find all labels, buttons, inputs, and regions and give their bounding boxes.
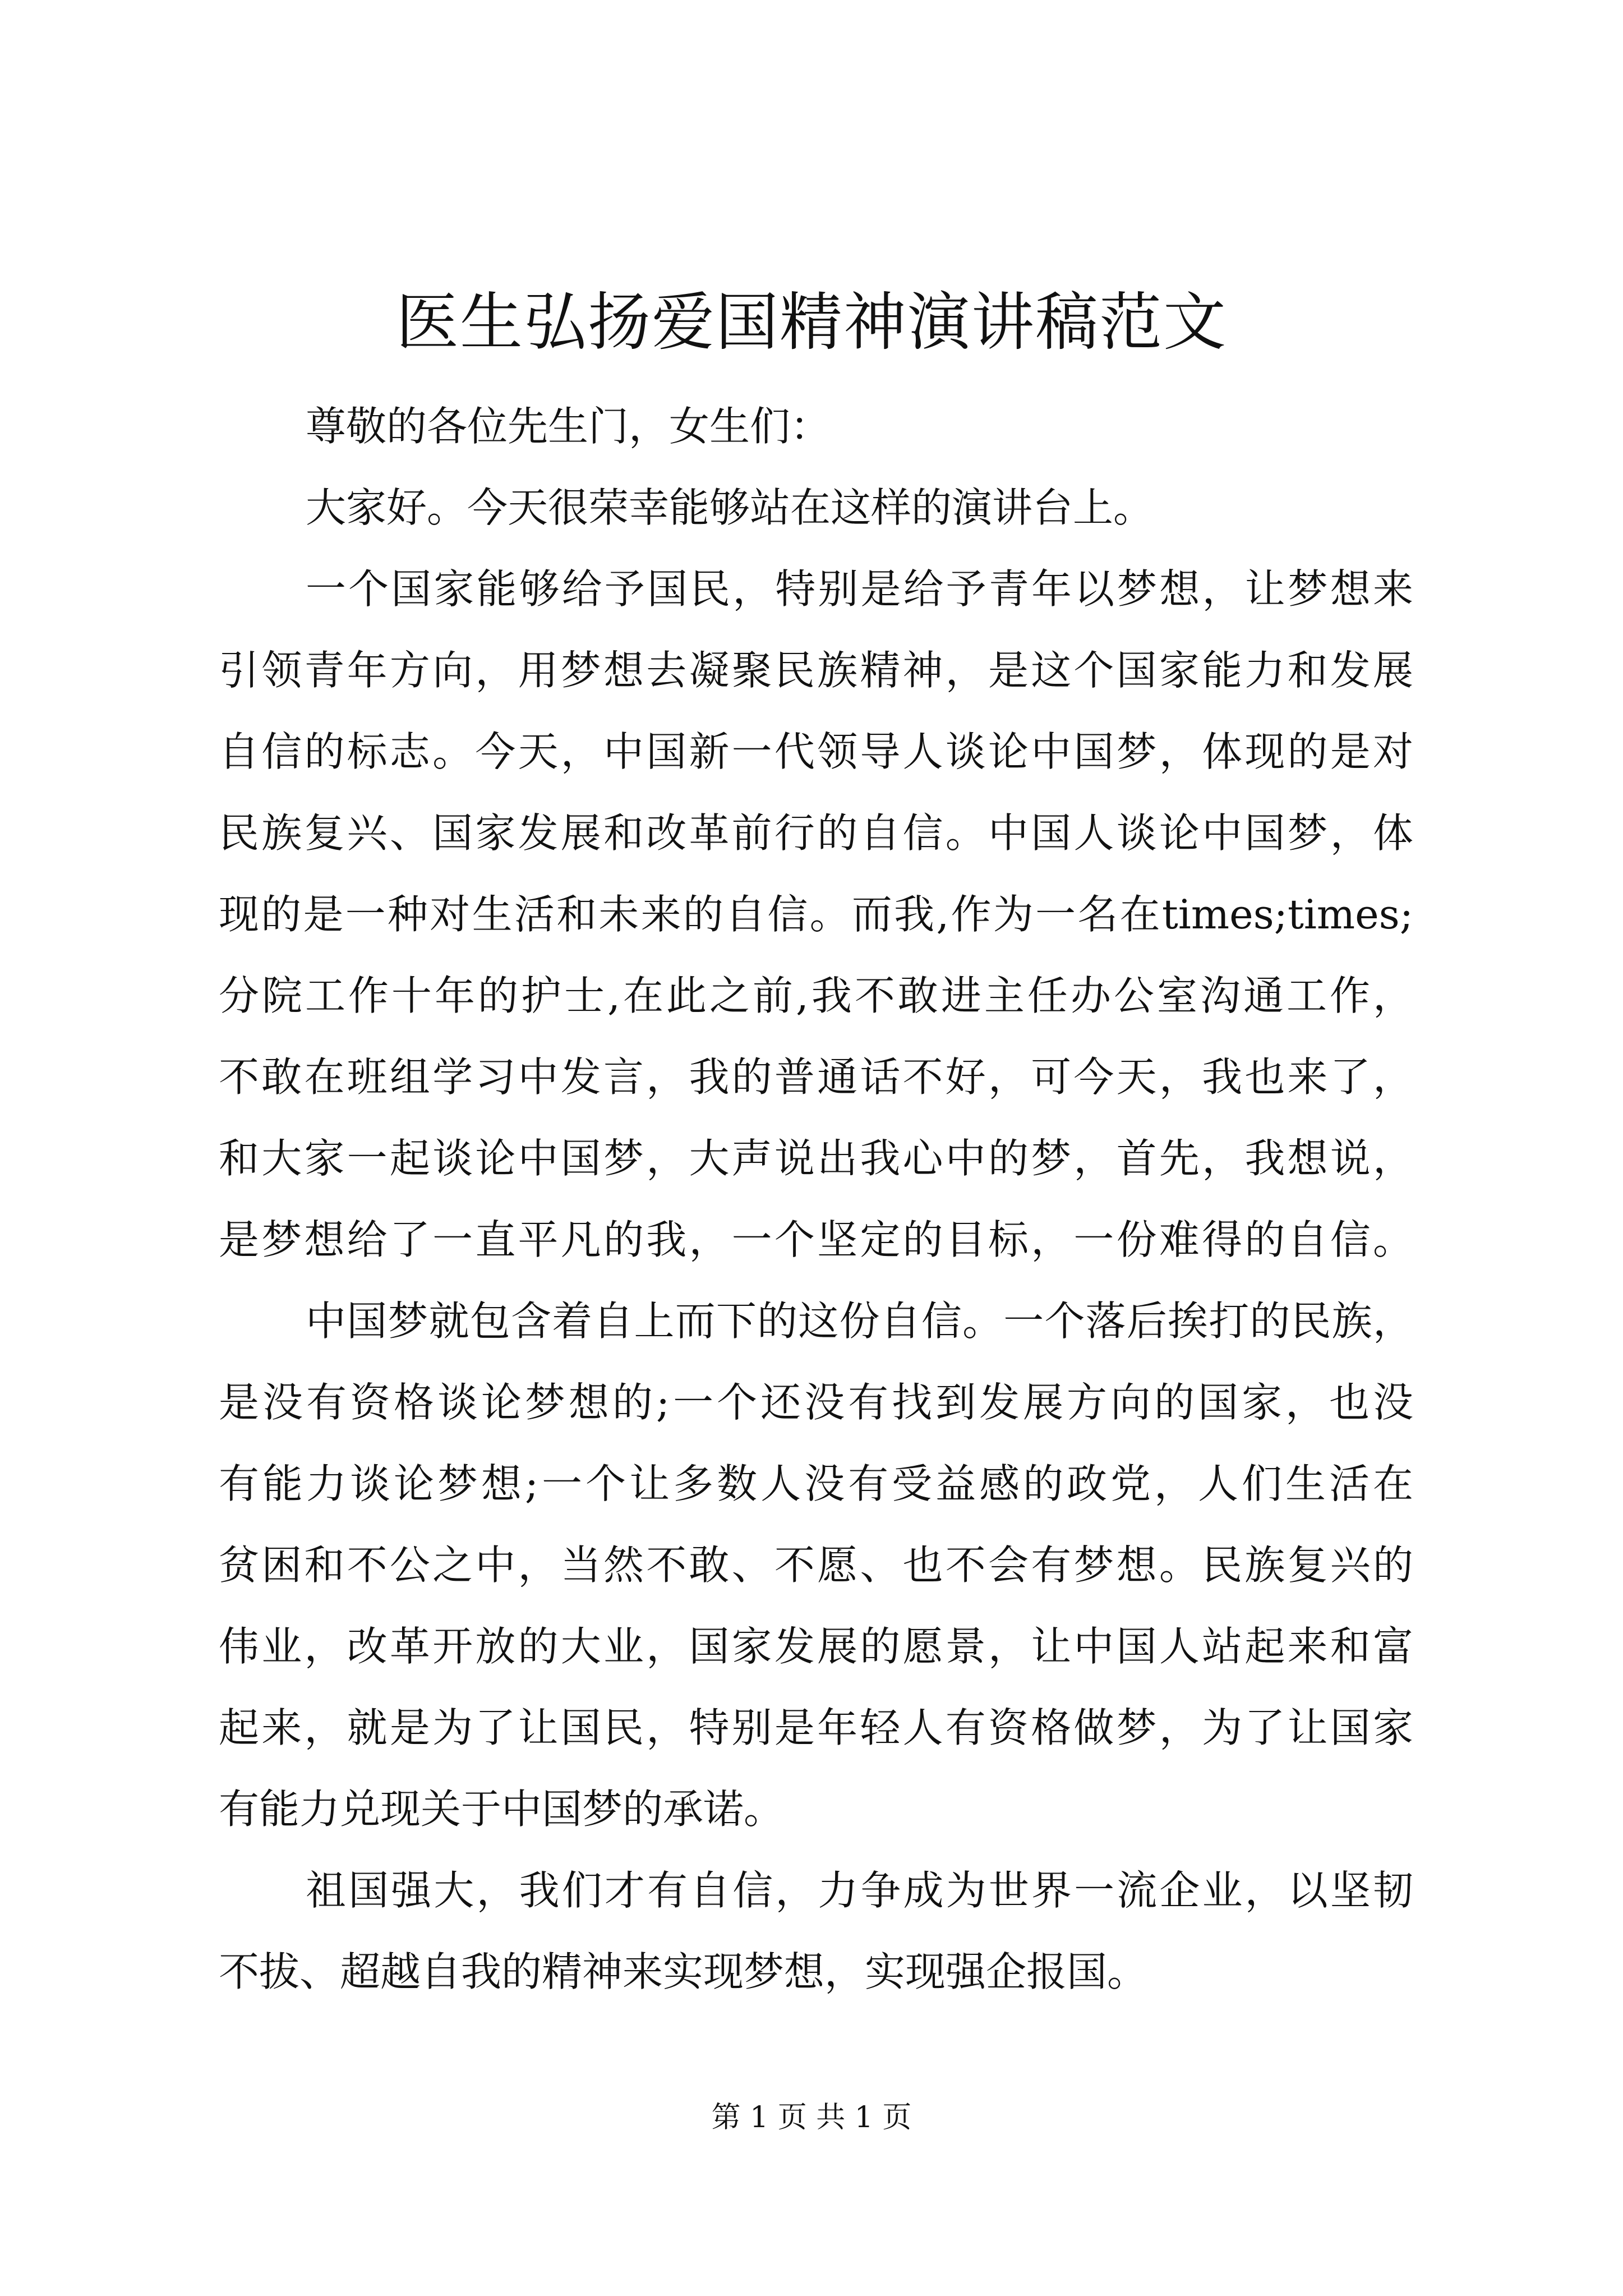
document-body: [219, 386, 1413, 2013]
page-footer: 第 1 页 共 1 页: [711, 2101, 912, 2134]
body-line: 大家好。今天很荣幸能够站在这样的演讲台上。: [306, 484, 1154, 531]
body-line: 尊敬的各位先生门，女生们：: [306, 403, 831, 450]
body-line: 和大家一起谈论中国梦，大声说出我心中的梦，首先，我想说，: [219, 1135, 1413, 1182]
body-line: 分院工作十年的护士,在此之前,我不敢进主任办公室沟通工作，: [219, 972, 1413, 1019]
body-line: 现的是一种对生活和未来的自信。而我,作为一名在times;times;: [219, 891, 1413, 938]
body-line: 有能力兑现关于中国梦的承诺。: [219, 1786, 785, 1833]
body-line: 起来，就是为了让国民，特别是年轻人有资格做梦，为了让国家: [219, 1704, 1413, 1751]
body-line: 不敢在班组学习中发言，我的普通话不好，可今天，我也来了，: [219, 1053, 1413, 1101]
body-line: 是梦想给了一直平凡的我，一个坚定的目标，一份难得的自信。: [219, 1216, 1413, 1263]
body-line: 民族复兴、国家发展和改革前行的自信。中国人谈论中国梦，体: [219, 809, 1413, 857]
body-line: 引领青年方向，用梦想去凝聚民族精神，是这个国家能力和发展: [219, 647, 1413, 694]
body-line: 自信的标志。今天，中国新一代领导人谈论中国梦，体现的是对: [219, 728, 1413, 775]
body-line: 不拔、超越自我的精神来实现梦想，实现强企报国。: [219, 1948, 1148, 1995]
body-line: 是没有资格谈论梦想的;一个还没有找到发展方向的国家，也没: [219, 1379, 1413, 1426]
body-line: 有能力谈论梦想;一个让多数人没有受益感的政党，人们生活在: [219, 1460, 1413, 1507]
body-line: 祖国强大，我们才有自信，力争成为世界一流企业，以坚韧: [306, 1867, 1413, 1914]
body-line: 一个国家能够给予国民，特别是给予青年以梦想，让梦想来: [306, 565, 1413, 613]
body-line: 伟业，改革开放的大业，国家发展的愿景，让中国人站起来和富: [219, 1623, 1413, 1670]
document-title: 医生弘扬爱国精神演讲稿范文: [396, 286, 1227, 359]
body-line: 中国梦就包含着自上而下的这份自信。一个落后挨打的民族，: [306, 1297, 1413, 1345]
body-line: 贫困和不公之中，当然不敢、不愿、也不会有梦想。民族复兴的: [219, 1542, 1413, 1589]
